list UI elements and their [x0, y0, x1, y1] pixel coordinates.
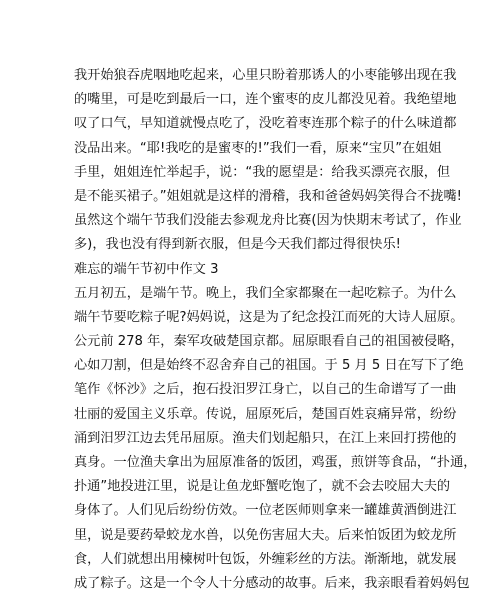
text-line: 没品出来。“耶!我吃的是蜜枣的!”我们一看，原来“宝贝”在姐姐 — [74, 140, 442, 156]
text-line: 端午节要吃粽子呢?妈妈说，这是为了纪念投江而死的大诗人屈原。 — [74, 309, 464, 325]
text-line: 多)，我也没有得到新衣服，但是今天我们都过得很快乐! — [74, 237, 401, 253]
text-line: 食，人们就想出用楝树叶包饭，外缠彩丝的方法。渐渐地，就发展 — [74, 551, 457, 567]
text-line: 我开始狼吞虎咽地吃起来，心里只盼着那诱人的小枣能够出现在我 — [74, 68, 457, 83]
document-body — [74, 64, 477, 596]
text-line: 是不能买裙子。”姐姐就是这样的滑稽，我和爸爸妈妈笑得合不拢嘴! — [74, 188, 462, 204]
text-line: 真身。一位渔夫拿出为屈原准备的饭团，鸡蛋，煎饼等食品，“扑通， — [74, 455, 477, 470]
text-line: 手里，姐姐连忙举起手，说：“我的愿望是：给我买漂亮衣服，但 — [74, 164, 451, 180]
text-line: 扑通”地投进江里，说是让鱼龙虾蟹吃饱了，就不会去咬屈大夫的 — [74, 479, 451, 495]
text-line: 虽然这个端午节我们没能去参观龙舟比赛(因为快期末考试了，作业 — [74, 213, 462, 229]
text-line: 的嘴里，可是吃到最后一口，连个蜜枣的皮儿都没见着。我绝望地 — [74, 92, 457, 108]
text-line: 心如刀割，但是始终不忍舍弃自己的祖国。于 5 月 5 日在写下了绝 — [74, 358, 464, 374]
text-line: 涌到汨罗江边去凭吊屈原。渔夫们划起船只，在江上来回打捞他的 — [74, 430, 457, 446]
text-line: 笔作《怀沙》之后，抱石投汨罗江身亡，以自己的生命谱写了一曲 — [74, 382, 457, 398]
text-line: 五月初五，是端午节。晚上，我们全家都聚在一起吃粽子。为什么 — [74, 285, 457, 301]
text-line: 公元前 278 年，秦军攻破楚国京都。屈原眼看自己的祖国被侵略， — [74, 334, 464, 350]
section-heading: 难忘的端午节初中作文 3 — [74, 261, 219, 277]
text-line: 里，说是要药晕蛟龙水兽，以免伤害屈大夫。后来怕饭团为蛟龙所 — [74, 527, 457, 543]
text-line: 身体了。人们见后纷纷仿效。一位老医师则拿来一罐雄黄酒倒进江 — [74, 503, 457, 519]
text-line: 叹了口气，早知道就慢点吃了，没吃着枣连那个粽子的什么味道都 — [74, 116, 457, 132]
text-line: 壮丽的爱国主义乐章。传说，屈原死后，楚国百姓哀痛异常，纷纷 — [74, 406, 457, 422]
text-line: 成了粽子。这是一个令人十分感动的故事。后来，我亲眼看着妈妈包 — [74, 575, 470, 591]
